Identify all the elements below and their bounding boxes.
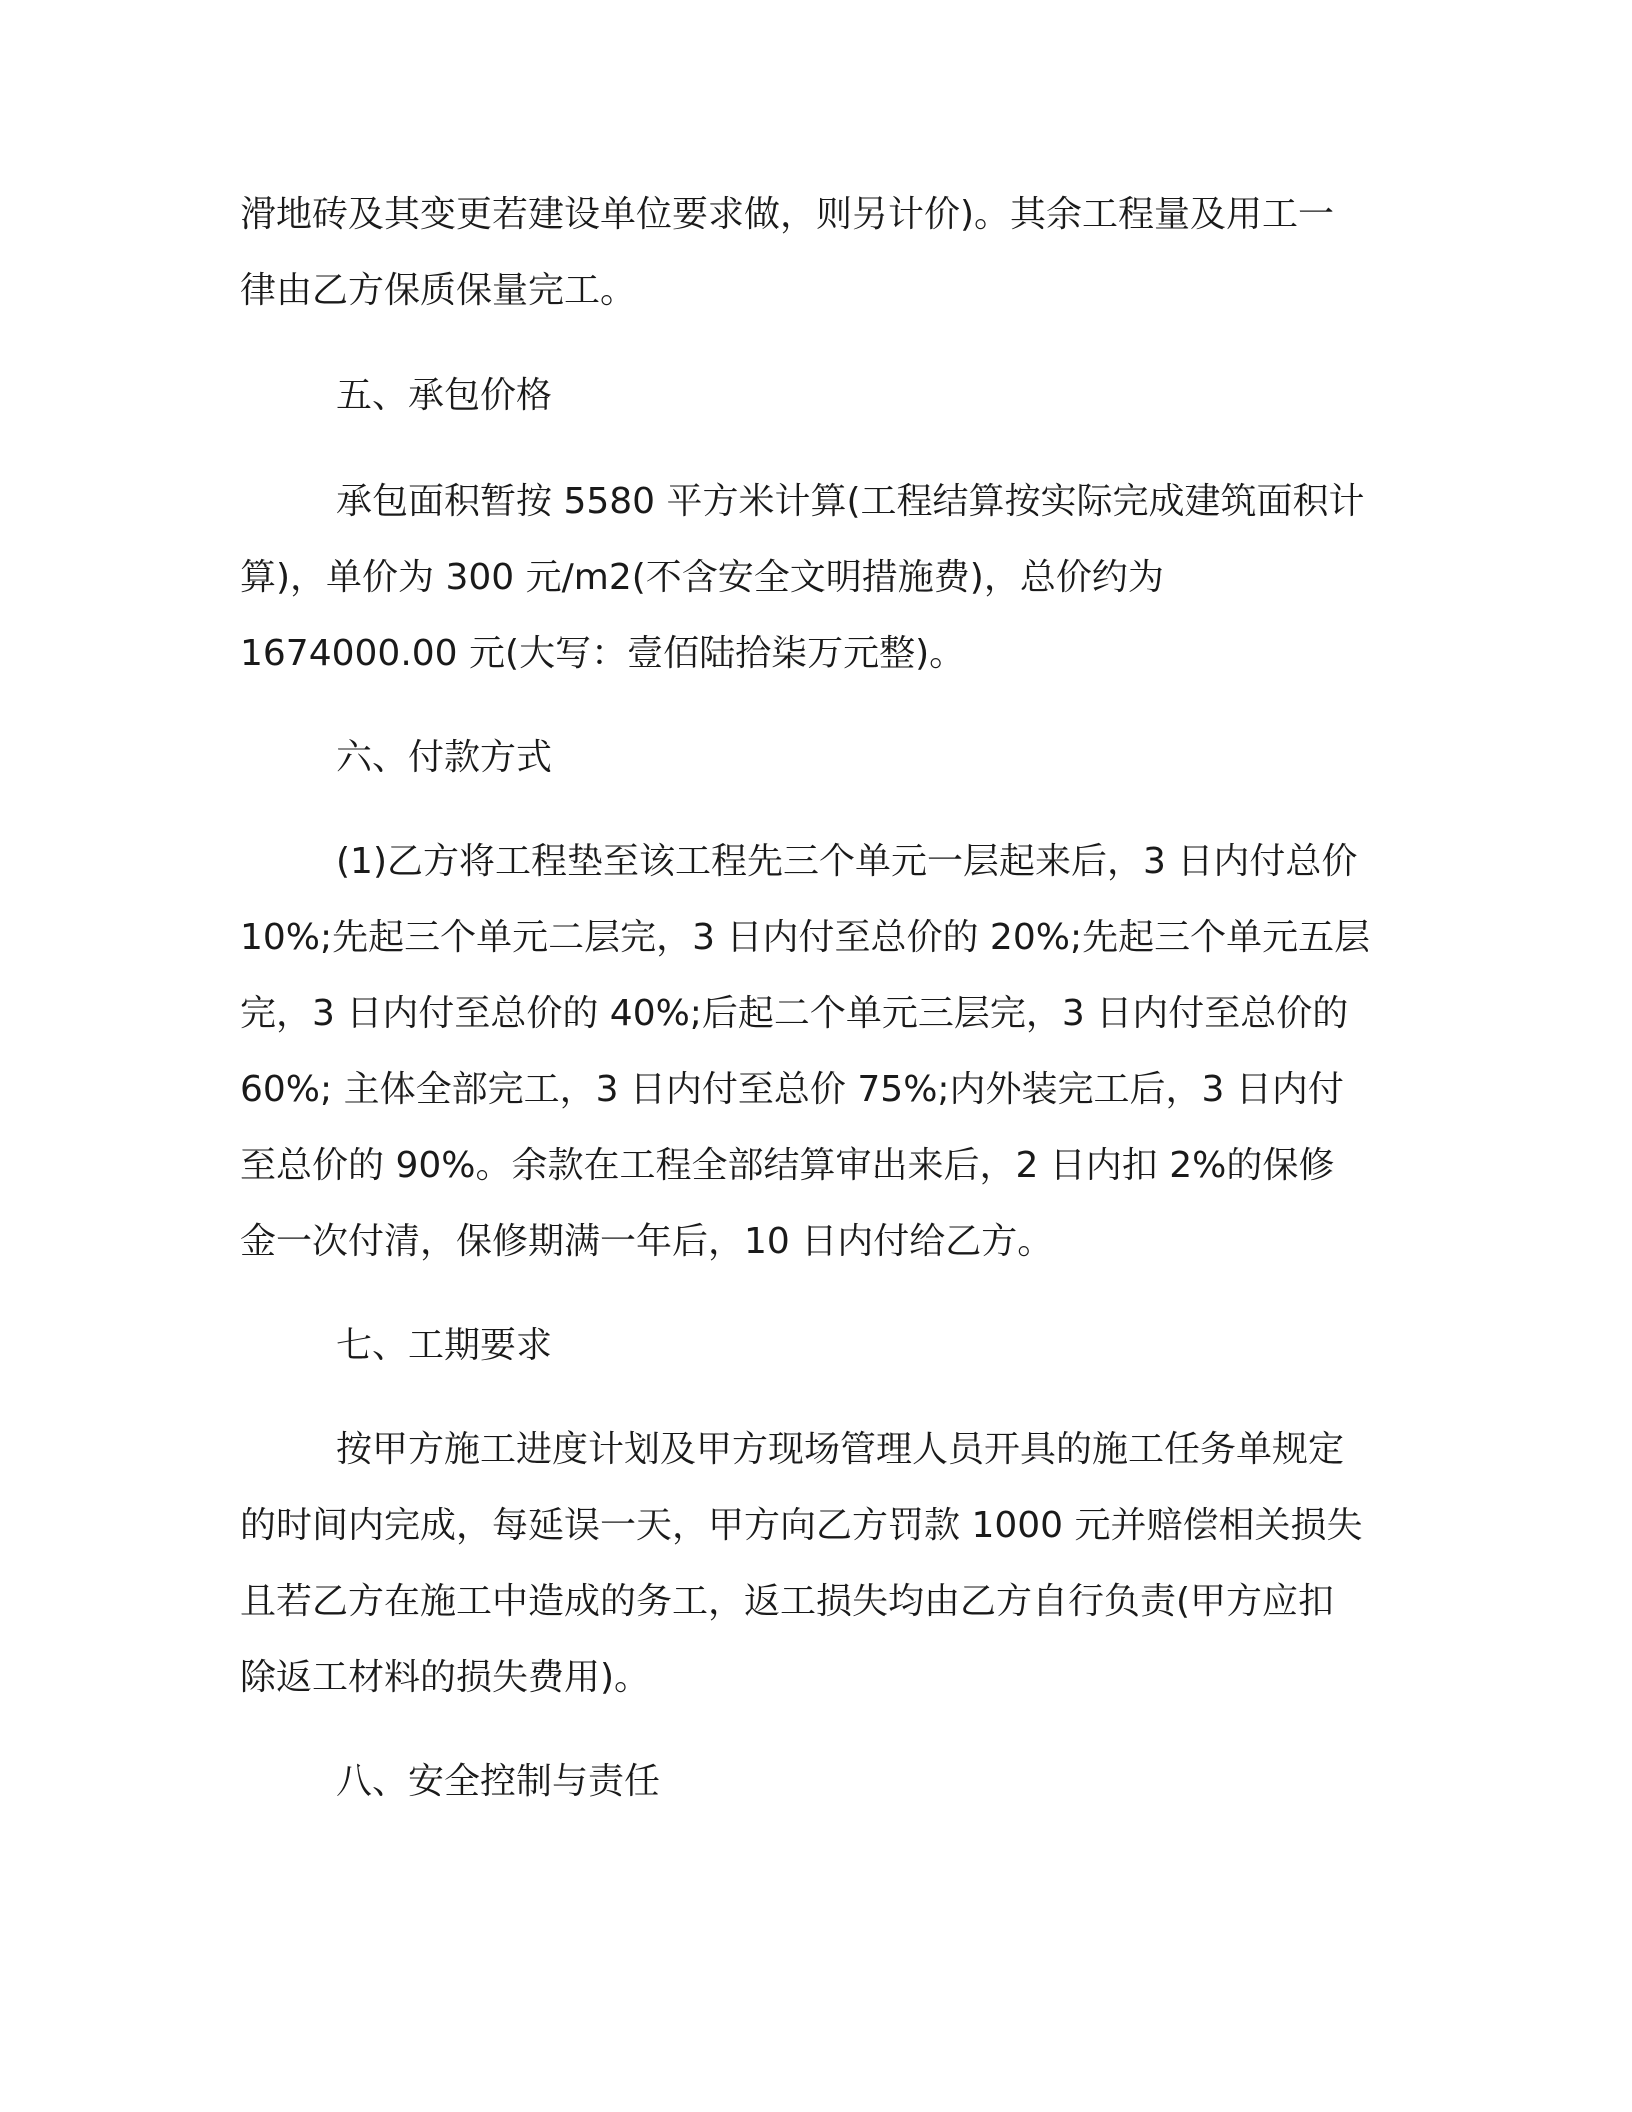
section-heading-8: 八、安全控制与责任: [336, 1761, 661, 1802]
section-heading-5: 五、承包价格: [336, 375, 553, 416]
paragraph-line: 10%;先起三个单元二层完，3 日内付至总价的 20%;先起三个单元五层: [240, 917, 1371, 958]
paragraph-line: 按甲方施工进度计划及甲方现场管理人员开具的施工任务单规定: [336, 1429, 1345, 1470]
paragraph-line: 完，3 日内付至总价的 40%;后起二个单元三层完，3 日内付至总价的: [240, 993, 1349, 1034]
paragraph-line: 且若乙方在施工中造成的务工，返工损失均由乙方自行负责(甲方应扣: [240, 1581, 1335, 1622]
paragraph-line: 律由乙方保质保量完工。: [240, 270, 637, 311]
paragraph-line: 承包面积暂按 5580 平方米计算(工程结算按实际完成建筑面积计: [336, 481, 1365, 522]
section-heading-7: 七、工期要求: [336, 1325, 553, 1366]
paragraph-line: 60%; 主体全部完工，3 日内付至总价 75%;内外装完工后，3 日内付: [240, 1069, 1344, 1110]
paragraph-line: 至总价的 90%。余款在工程全部结算审出来后，2 日内扣 2%的保修: [240, 1145, 1335, 1186]
paragraph-line: 1674000.00 元(大写：壹佰陆拾柒万元整)。: [240, 633, 966, 674]
paragraph-line: 除返工材料的损失费用)。: [240, 1657, 651, 1698]
paragraph-line: (1)乙方将工程垫至该工程先三个单元一层起来后，3 日内付总价: [336, 841, 1358, 882]
paragraph-line: 滑地砖及其变更若建设单位要求做，则另计价)。其余工程量及用工一: [240, 194, 1335, 235]
paragraph-line: 的时间内完成，每延误一天，甲方向乙方罚款 1000 元并赔偿相关损失: [240, 1505, 1363, 1546]
paragraph-line: 算)，单价为 300 元/m2(不含安全文明措施费)，总价约为: [240, 557, 1164, 598]
paragraph-line: 金一次付清，保修期满一年后，10 日内付给乙方。: [240, 1221, 1054, 1262]
section-heading-6: 六、付款方式: [336, 737, 553, 778]
